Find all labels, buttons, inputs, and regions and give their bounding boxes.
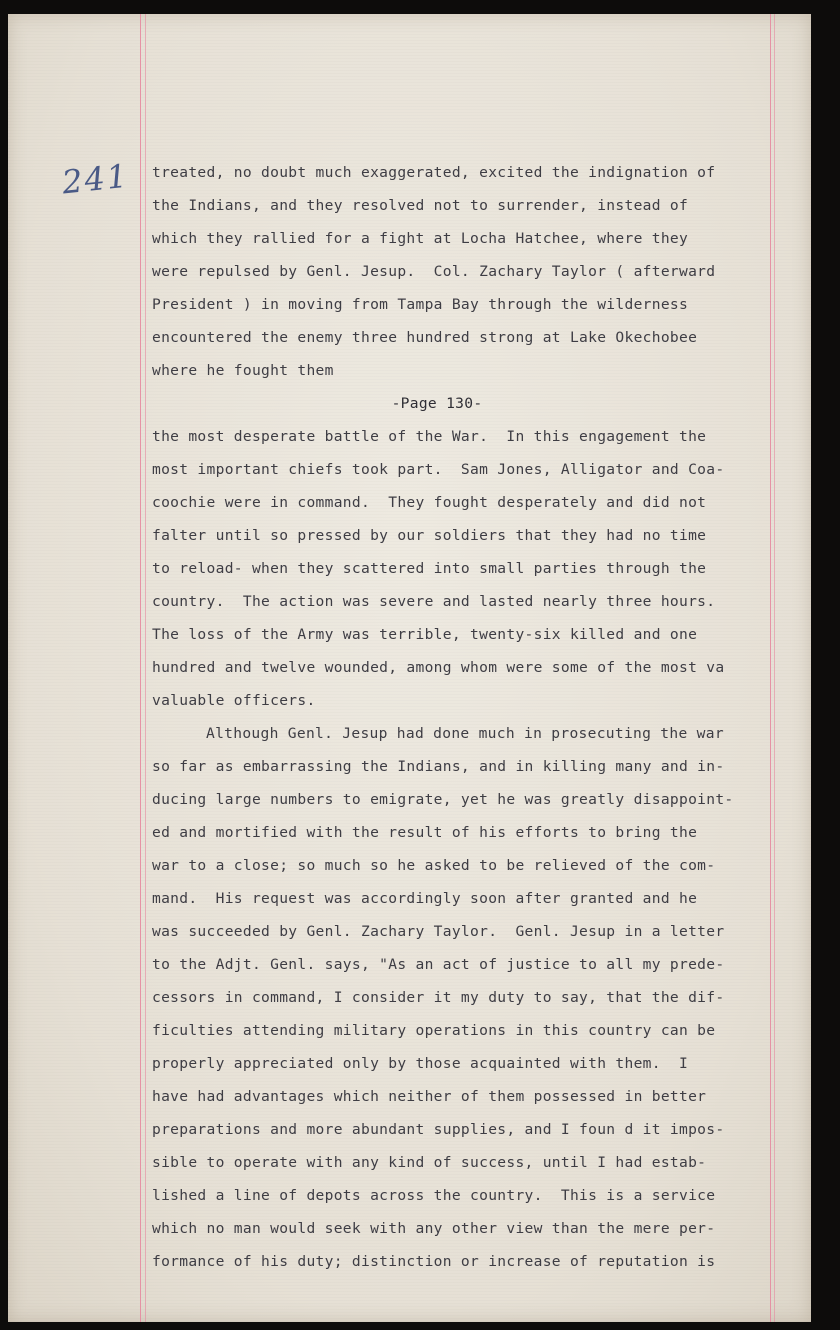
text-line: properly appreciated only by those acquainted with them. I: [152, 1055, 689, 1072]
text-line: which no man would seek with any other view than the mere per-: [152, 1220, 716, 1237]
text-line: The loss of the Army was terrible, twenty-six killed and one: [152, 626, 698, 643]
text-line: formance of his duty; distinction or increase of reputation is: [152, 1253, 716, 1270]
text-line: was succeeded by Genl. Zachary Taylor. Genl. Jesup in a letter: [152, 923, 725, 940]
text-line: where he fought them: [152, 362, 334, 379]
text-line: cessors in command, I consider it my duty to say, that the dif-: [152, 989, 725, 1006]
text-line: encountered the enemy three hundred strong at Lake Okechobee: [152, 329, 698, 346]
text-line: falter until so pressed by our soldiers that they had no time: [152, 527, 707, 544]
text-line: were repulsed by Genl. Jesup. Col. Zachary Taylor ( afterward: [152, 263, 716, 280]
text-line: coochie were in command. They fought desperately and did not: [152, 494, 707, 511]
paragraph-first-line: Although Genl. Jesup had done much in prosecuting the war: [206, 725, 724, 742]
typescript-body: [152, 156, 792, 1278]
text-line: have had advantages which neither of them possessed in better: [152, 1088, 707, 1105]
text-line: mand. His request was accordingly soon after granted and he: [152, 890, 698, 907]
text-line: ducing large numbers to emigrate, yet he was greatly disappoint-: [152, 791, 734, 808]
text-line: preparations and more abundant supplies, and I foun d it impos-: [152, 1121, 725, 1138]
text-line: lished a line of depots across the country. This is a service: [152, 1187, 716, 1204]
text-line: so far as embarrassing the Indians, and in killing many and in-: [152, 758, 725, 775]
text-line: which they rallied for a fight at Locha Hatchee, where they: [152, 230, 689, 247]
text-line: ed and mortified with the result of his efforts to bring the: [152, 824, 698, 841]
text-line: war to a close; so much so he asked to be relieved of the com-: [152, 857, 716, 874]
left-margin-rule: [140, 14, 141, 1322]
text-line: the Indians, and they resolved not to surrender, instead of: [152, 197, 689, 214]
page-marker: -Page 130-: [391, 395, 483, 412]
text-line: hundred and twelve wounded, among whom were some of the most va: [152, 659, 725, 676]
text-line: to the Adjt. Genl. says, "As an act of justice to all my prede-: [152, 956, 725, 973]
text-line: to reload- when they scattered into small parties through the: [152, 560, 707, 577]
left-margin-rule-inner: [145, 14, 146, 1322]
text-line: President ) in moving from Tampa Bay through the wilderness: [152, 296, 689, 313]
text-line: sible to operate with any kind of success, until I had estab-: [152, 1154, 707, 1171]
text-line: most important chiefs took part. Sam Jones, Alligator and Coa-: [152, 461, 725, 478]
text-line: valuable officers.: [152, 692, 316, 709]
text-line: country. The action was severe and lasted nearly three hours.: [152, 593, 716, 610]
text-line: the most desperate battle of the War. In this engagement the: [152, 428, 707, 445]
text-line: ficulties attending military operations in this country can be: [152, 1022, 716, 1039]
handwritten-page-number: 241: [60, 156, 131, 202]
text-line: treated, no doubt much exaggerated, excited the indignation of: [152, 164, 716, 181]
